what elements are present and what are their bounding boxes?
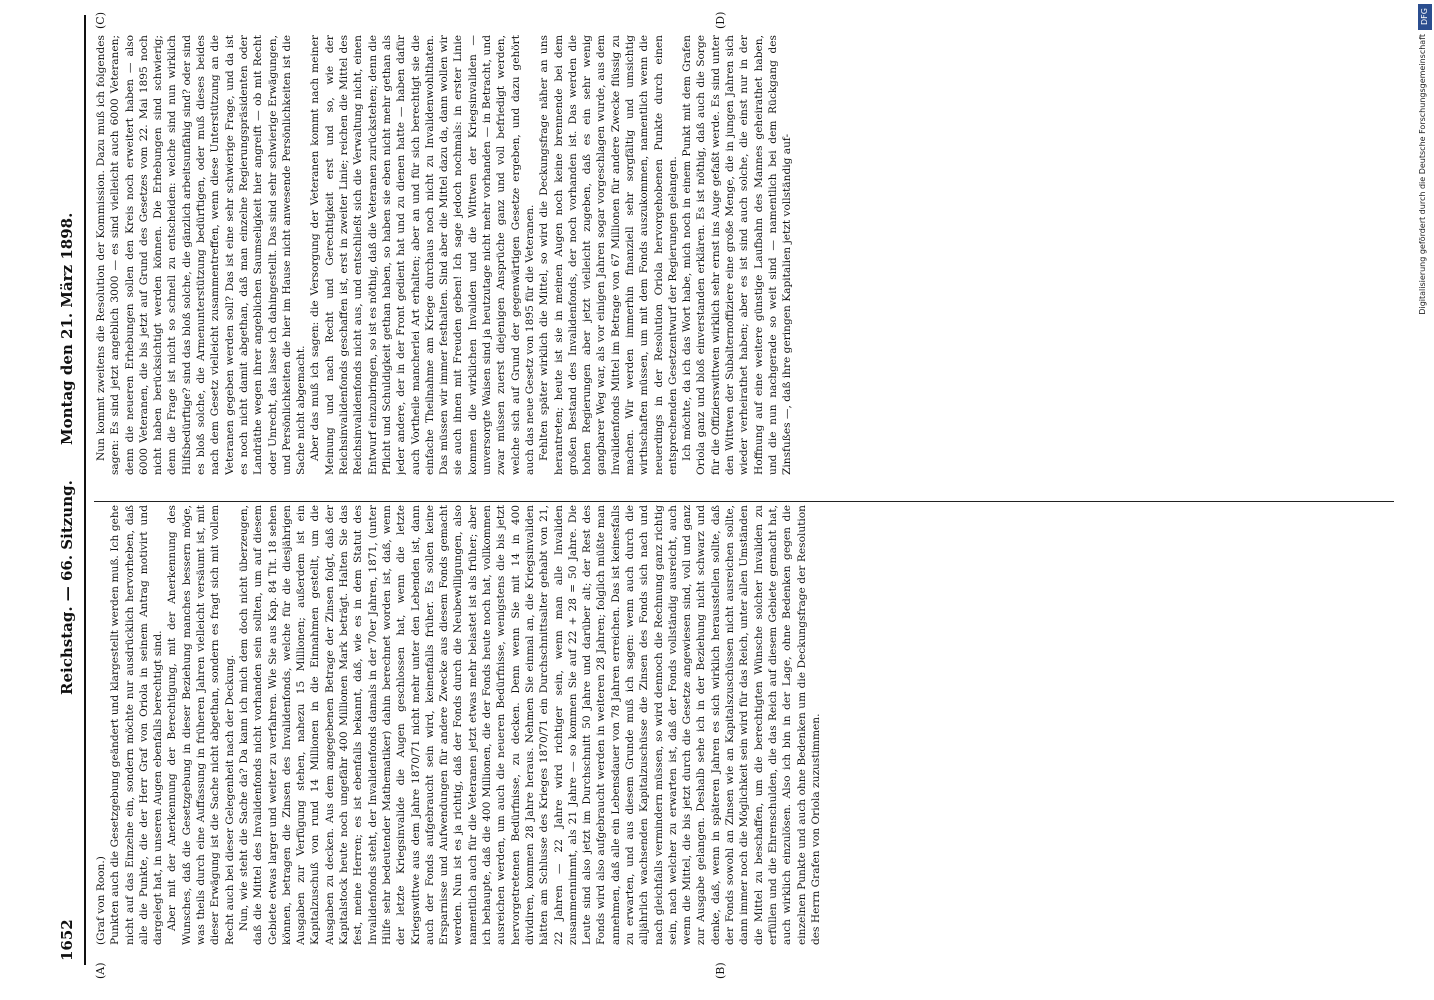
paragraph: Nun, wie steht die Sache da? Da kann ich mich dem doch nicht überzeugen, daß die Mittel des Invalidenfonds nicht vorhanden sein sollten, um auf diesem Gebiete etwas larger und weiter zu verfahren. Wie Sie aus Kap. 84 Tit. 18 sehen können, betragen die Zinsen des Invalidenfonds, welche für die diesjährigen Ausgaben zur Verfügung stehen, nahezu 15 Millionen; außerdem ist ein Kapitalzuschuß von rund 14 Millionen in die Einnahmen gestellt, um die Ausgaben zu decken. Aus dem angegebenen Betrage der Zinsen folgt, daß der Kapitalstock heute noch ungefähr 400 Millionen Mark beträgt. Halten Sie das fest, meine Herren; es ist ebenfalls bekannt, daß, wie es in dem Statut des Invalidenfonds steht, der Invalidenfonds damals in der 70er Jahren, 1871, (unter Hilfe sehr bedeutender Mathematiker) dahin berechnet worden ist, daß, wenn der letzte Kriegsinvalide die Augen geschlossen hat, wenn die letzte Kriegswittwe aus dem Jahre 1870/71 nicht mehr unter den Lebenden ist, dann auch der Fonds aufgebraucht sein wird, keinenfalls früher. Es sollen keine Ersparnisse und Aufwendungen für andere Zwecke aus diesem Fonds gemacht werden. Nun ist es ja richtig, daß der Fonds durch die Neubewilligungen, also namentlich auch für die Veteranen jetzt etwas mehr belastet ist als früher; aber ich behaupte, daß die 400 Millionen, die der Fonds heute noch hat, vollkommen ausreichen werden, um auch die neueren Bedürfnisse, wenigstens die bis jetzt hervorgetretenen Bedürfnisse, zu decken. Denn wenn Sie mit 14 in 400 dividiren, kommen 28 Jahre heraus. Nehmen Sie einmal an, die Kriegsinvaliden hätten am Schlusse des Krieges 1870/71 ein Durchschnittsalter gehabt von 21, 22 Jahren — 22 Jahre wird richtiger sein, wenn man alle Invaliden zusammennimmt, als 21 Jahre — so kommen Sie auf 22 + 28 = 50 Jahre. Die Leute sind also jetzt im Durchschnitt 50 Jahre und darüber alt; der Rest des Fonds wird also aufgebraucht werden in weiteren 28 Jahren; folglich müßte man annehmen, daß alle ein Lebensdauer von 78 Jahren erreichen. Das ist keinesfalls zu erwarten, und aus diesem Grunde muß ich sagen: wenn auch durch die alljährlich wachsenden Kapitalzuschüsse die Zinsen des Fonds sich nach und nach gleichfalls vermindern müssen, so wird dennoch die Rechnung ganz richtig sein, nach welcher zu erwarten ist, daß der Fonds vollständig ausreicht, auch wenn die Mittel, die bis jetzt durch die Gesetze angewiesen sind, voll und ganz zur Ausgabe gelangen. Deshalb sehe ich in der Beziehung nicht schwarz und denke, daß, wenn in späteren Jahren es sich wirklich herausstellen sollte, daß der Fonds sowohl an Zinsen wie an Kapitalszuschüssen nicht ausreichen sollte, dann immer noch die Möglichkeit sein wird für das Reich, unter allen Umständen die Mittel zu beschaffen, um die berechtigten Wünsche solcher Invaliden zu erfüllen und die Ehrenschulden, die das Reich auf diesem Gebiete gemacht hat, auch wirklich einzulösen. Also ich bin in der Lage, ohne Bedenken gegen die einzelnen Punkte und auch ohne Bedenken um die Deckungsfrage der Resolution des Herrn Grafen von Oriola zuzustimmen. <box>237 505 822 945</box>
page-header <box>50 15 86 965</box>
dfg-logo: DFG <box>1418 4 1432 30</box>
session-date: Montag den 21. März 1898. <box>58 212 76 445</box>
session-title: Reichstag. — 66. Sitzung. <box>58 480 76 695</box>
speaker-label: (Graf von Roon.) <box>95 856 107 945</box>
paragraph: Ich möchte, da ich das Wort habe, mich noch in einem Punkt mit dem Grafen Oriola ganz und bloß einverstanden erklären. Es ist nöthig, daß auch die Sorge für die Offizierswittwen wirklich sehr ernst ins Auge gefaßt werde. Es sind unter den Wittwen der Subalternoffiziere eine große Menge, die in jungen Jahren sich wieder verheirathet haben; aber es ist sind auch solche, die einst nur in der Hoffnung auf eine weitere günstige Laufbahn des Mannes geheirathet haben, und die nun nachgerade so weit sind — namentlich bei dem Rückgang des Zinsfußes —, daß ihre geringen Kapitalien jetzt vollständig auf- <box>681 35 794 475</box>
funding-note: Digitalisierung gefördert durch die Deutsche Forschungsgemeinschaft <box>1418 34 1427 315</box>
paragraph: Aber mit der Anerkennung der Berechtigung, mit der Anerkennung des Wunsches, daß die Gesetzgebung in dieser Beziehung manches bessern möge, was theils durch eine Auffassung in früheren Jahren vielleicht versäumt ist, mit dieser Erwägung ist die Sache nicht abgethan, sondern es fragt sich mit vollem Recht auch bei dieser Gelegenheit nach der Deckung. <box>166 505 236 945</box>
paragraph: Aber das muß ich sagen: die Versorgung der Veteranen kommt nach meiner Meinung und nach Recht und Gerechtigkeit erst und so, wie der Reichsinvalidenfonds geschaffen ist, erst in zweiter Linie; reichen die Mittel des Reichsinvalidenfonds nicht aus, und entschließt sich die Verwaltung nicht, einen Entwurf einzubringen, so ist es nöthig, daß die Veteranen zurückstehen; denn die Pflicht und Schuldigkeit gethan haben, so haben sie eben nicht mehr gethan als jeder andere, der in der Front gedient hat und zu dienen hatte — haben dafür auch Vortheile mancherlei Art erhalten; aber an und für sich berechtigt sie die einfache Theilnahme am Kriege durchaus noch nicht zu Invalidenwohlthaten. Das müssen wir immer festhalten. Sind aber die Mittel dazu da, dann wollen wir sie auch ihnen mit Freuden geben! Ich sage jedoch nochmals: in erster Linie kommen die wirklichen Invaliden und die Wittwen der Kriegsinvaliden — unversorgte Waisen sind ja heutzutage nicht mehr vorhanden — in Betracht, und zwar müssen zuerst diejenigen Ansprüche ganz und voll befriedigt werden, welche sich auf Grund der gegenwärtigen Gesetze ergeben, und dazu gehört auch das neue Gesetz von 1895 für die Veteranen. <box>309 35 536 475</box>
right-column <box>94 35 1394 475</box>
margin-marker-c: (C) <box>94 12 107 29</box>
column-divider <box>94 501 1394 502</box>
paragraph: Punkten auch die Gesetzgebung geändert und klargestellt werden muß. Ich gehe nicht auf das Einzelne ein, sondern möchte nur ausdrücklich hervorheben, daß alle die Punkte, die der Herr Graf von Oriola in seinem Antrag motivirt und dargelegt hat, in unseren Augen ebenfalls berechtigt sind. <box>109 505 165 945</box>
margin-marker-d: (D) <box>714 11 727 29</box>
digitization-note <box>1418 4 1434 994</box>
document-page <box>50 11 1410 979</box>
margin-marker-a: (A) <box>94 962 107 979</box>
margin-marker-b: (B) <box>714 962 727 979</box>
page-number: 1652 <box>58 919 76 961</box>
paragraph: Fehlten später wirklich die Mittel, so wird die Deckungsfrage näher an uns herantreten; heute ist sie in meinen Augen noch keine brennende bei dem großen Bestand des Invalidenfonds, der noch vorhanden ist. Das werden die hohen Regierungen aber jetzt vielleicht zugeben, daß es ein sehr wenig gangbarer Weg war, als vor einigen Jahren sogar vorgeschlagen wurde, aus dem Invalidenfonds Mittel im Betrage von 67 Millionen für andere Zwecke flüssig zu machen. Wir werden immerhin finanziell sehr sorgfältig und umsichtig wirthschaften müssen, um mit dem Fonds auszukommen, namentlich wenn die neuerdings in der Resolution Oriola hervorgehobenen Punkte durch einen entsprechenden Gesetzentwurf der Regierungen gelangen. <box>538 35 679 475</box>
paragraph: Nun kommt zweitens die Resolution der Kommission. Dazu muß ich folgendes sagen: Es sind jetzt angeblich 3000 — es sind vielleicht auch 6000 Veteranen; denn die neueren Erhebungen sollen den Kreis noch erweitert haben — also 6000 Veteranen, die bis jetzt auf Grund des Gesetzes vom 22. Mai 1895 noch nicht haben berücksichtigt werden können. Die Erhebungen sind schwierig; denn die Frage ist nicht so schnell zu entscheiden: welche sind nun wirklich Hilfsbedürftige? sind das bloß solche, die gänzlich arbeitsunfähig sind? oder sind es bloß solche, die Armenunterstützung bedürftigen, oder muß dieses beides nach dem Gesetz vielleicht zusammentreffen, wenn diese Unterstützung an die Veteranen gegeben werden soll? Das ist eine sehr schwierige Frage, und da ist es noch nicht damit abgethan, daß man einzelne Regierungspräsidenten oder Landräthe wegen ihrer angeblichen Saumseligkeit hier angreift — ob mit Recht oder Unrecht, das lasse ich dahingestellt. Das sind sehr schwierige Erwägungen, und Persönlichkeiten die hier im Hause nicht anwesende Persönlichkeiten ist die Sache nicht abgemacht. <box>95 35 308 475</box>
left-column <box>94 505 1394 945</box>
